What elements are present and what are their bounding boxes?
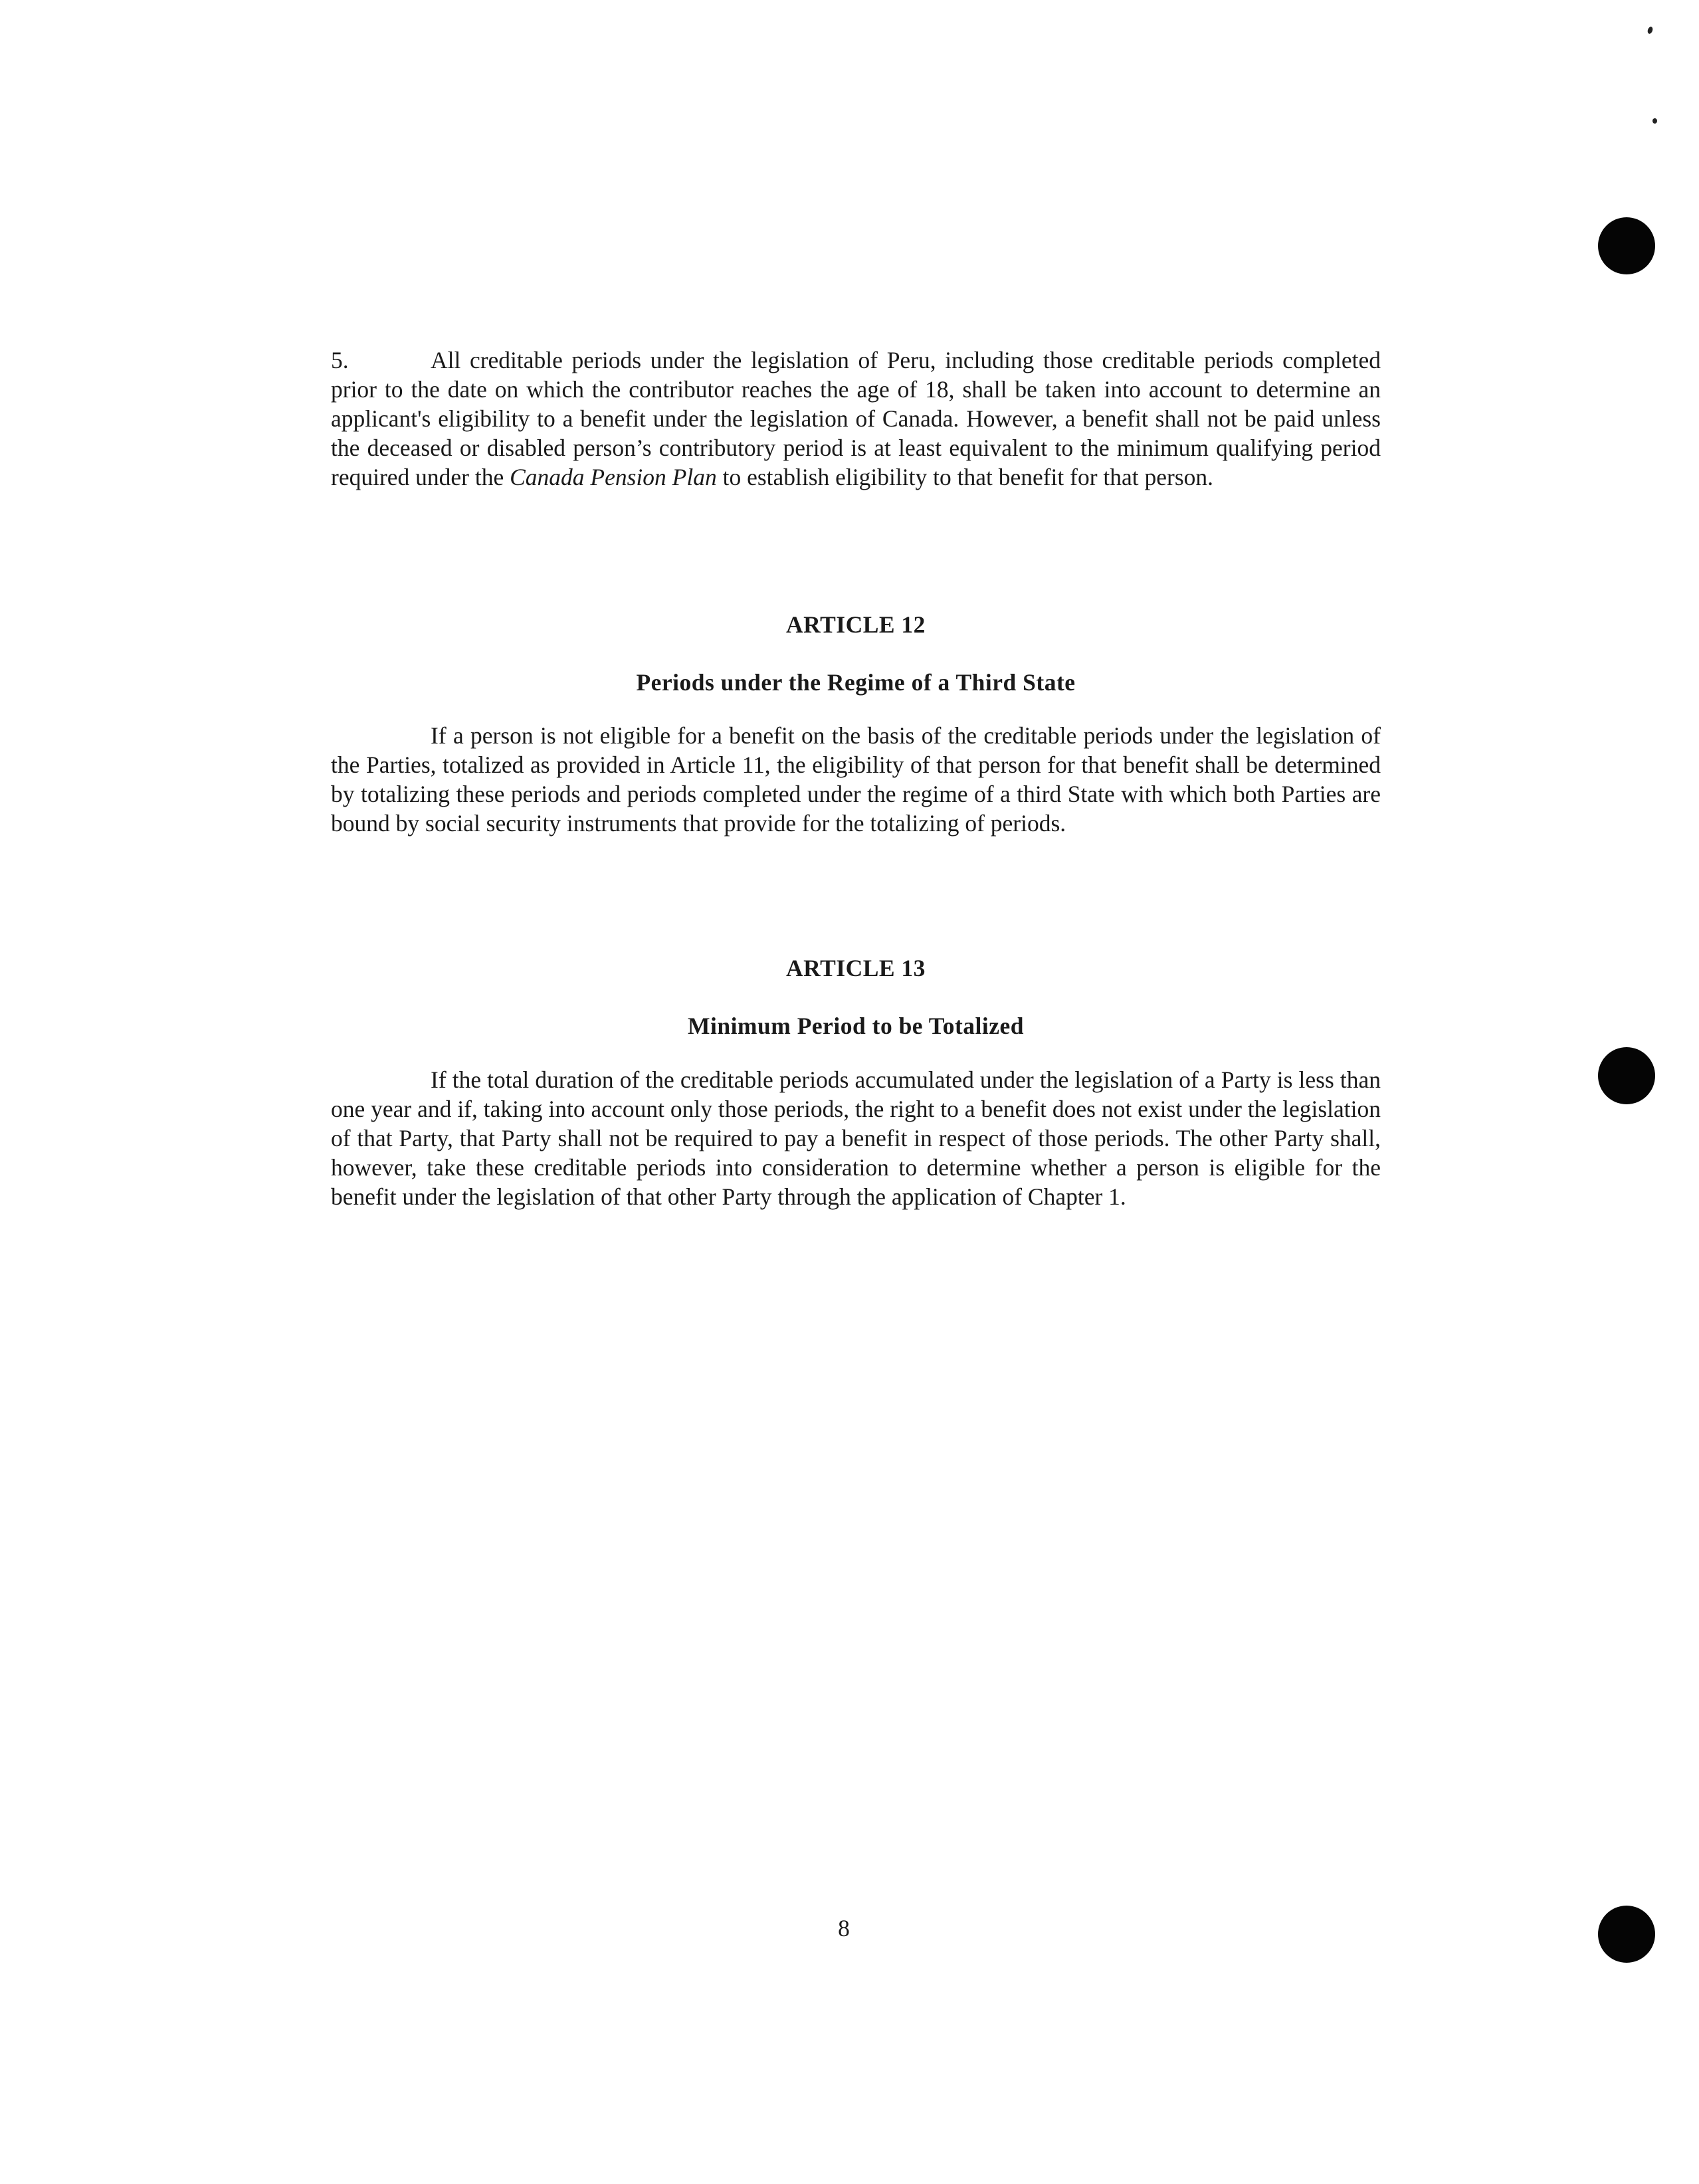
- paragraph-5-text-end: to establish eligibility to that benefit for that person.: [716, 464, 1214, 490]
- article-13-text: If the total duration of the creditable periods accumulated under the legislation of a Party is less than one year and if, taking into account only those periods, the right to a benefit does not exist under the legislation of that Party, that Party shall not be required to pay a benefit in respect of those periods. The other Party shall, however, take these creditable periods into consideration to determine whether a person is eligible for the benefit under the legislation of that other Party through the application of Chapter 1.: [331, 1066, 1381, 1210]
- paragraph-5: [331, 346, 1381, 492]
- article-12-text: If a person is not eligible for a benefit on the basis of the creditable periods under the legislation of the Parties, totalized as provided in Article 11, the eligibility of that person for that benefit shall be determined by totalizing these periods and periods completed under the regime of a third State with which both Parties are bound by social security instruments that provide for the totalizing of periods.: [331, 722, 1381, 837]
- article-13-heading: ARTICLE 13: [786, 955, 926, 981]
- article-12-heading: ARTICLE 12: [786, 611, 926, 638]
- article-13-subheading: Minimum Period to be Totalized: [687, 1013, 1025, 1039]
- paragraph-number: 5.: [331, 347, 349, 373]
- page-number: 8: [838, 1915, 850, 1941]
- punch-hole-bottom: [1598, 1906, 1655, 1963]
- scan-speck: [1652, 118, 1657, 124]
- scan-speck: [1647, 26, 1653, 35]
- paragraph-5-text: All creditable periods under the legislation of Peru, including those creditable periods completed prior to the date on which the contributor reaches the age of 18, shall be taken into account to determine an applicant's eligibility to a benefit under the legislation of Canada. However, a benefit shall not be paid unless the deceased or disabled person’s contributory period is at least equivalent to the minimum qualifying period required under the: [331, 347, 1381, 490]
- punch-hole-top: [1598, 217, 1655, 274]
- article-12-subheading: Periods under the Regime of a Third State: [636, 669, 1076, 696]
- canada-pension-plan-title: Canada Pension Plan: [510, 464, 717, 490]
- punch-hole-middle: [1598, 1047, 1655, 1104]
